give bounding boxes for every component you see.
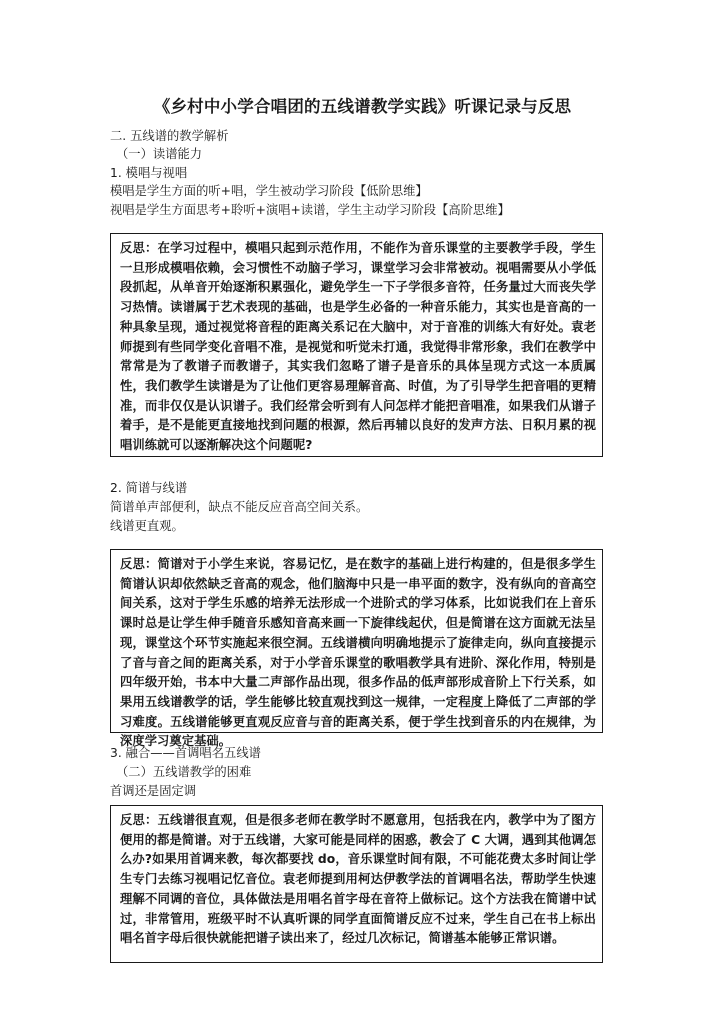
body-text-line: 模唱是学生方面的听+唱，学生被动学习阶段【低阶思维】 [110,184,428,198]
item-heading: 2. 简谱与线谱 [110,481,188,495]
subsection-heading: （二）五线谱教学的困难 [116,765,252,779]
body-text-line: 简谱单声部便利，缺点不能反应音高空间关系。 [110,500,369,514]
reflection-text: 反思：五线谱很直观，但是很多老师在教学时不愿意用，包括我在内，教学中为了图方便用的都是简谱。对于五线谱，大家可能是同样的困惑，教会了 C 大调，遇到其他调怎么办?如果用首调来教，每次都要找 do，音乐课堂时间有限，不可能花费太多时间让学生专门去练习视唱记忆音位。袁老师提到用柯达伊教学法的首调唱名法，帮助学生快速理解不同调的音位，具体做法是用唱名首字母在音符上做标记。这个方法我在简谱中试过，非常管用，班级平时不认真听课的同学直面简谱反应不过来，学生自己在书上标出唱名首字母后很快就能把谱子读出来了，经过几次标记，简谱基本能够正常识谱。 [120,813,596,946]
body-text-line: 线谱更直观。 [110,519,184,533]
reflection-box [110,805,603,963]
body-text-line: 首调还是固定调 [110,784,197,798]
subsection-heading: （一）读谱能力 [116,147,203,161]
reflection-text: 反思：简谱对于小学生来说，容易记忆，是在数字的基础上进行构建的，但是很多学生简谱认识却依然缺乏音高的观念，他们脑海中只是一串平面的数字，没有纵向的音高空间关系，这对于学生乐感的培养无法形成一个进阶式的学习体系，比如说我们在上音乐课时总是让学生伸手随音乐感知音高来画一下旋律线起伏，但是简谱在这方面就无法呈现，课堂这个环节实施起来很空洞。五线谱横向明确地提示了旋律走向，纵向直接提示了音与音之间的距离关系，对于小学音乐课堂的歌唱教学具有进阶、深化作用，特别是四年级开始，书本中大量二声部作品出现，很多作品的低声部形成音阶上下行关系，如果用五线谱教学的话，学生能够比较直观找到这一规律，一定程度上降低了二声部的学习难度。五线谱能够更直观反应音与音的距离关系，便于学生找到音乐的内在规律，为深度学习奠定基础。 [120,557,596,749]
reflection-text: 反思：在学习过程中，模唱只起到示范作用，不能作为音乐课堂的主要教学手段，学生一旦形成模唱依赖，会习惯性不动脑子学习，课堂学习会非常被动。视唱需要从小学低段抓起，从单音开始逐渐积累强化，避免学生一下子学很多音符，任务量过大而丧失学习热情。读谱属于艺术表现的基础，也是学生必备的一种音乐能力，其实也是音高的一种具象呈现，通过视觉将音程的距离关系记在大脑中，对于音准的训练大有好处。袁老师提到有些同学变化音唱不准，是视觉和听觉未打通，我觉得非常形象，我们在教学中常常是为了教谱子而教谱子，其实我们忽略了谱子是音乐的具体呈现方式这一本质属性，我们教学生读谱是为了让他们更容易理解音高、时值，为了引导学生把音唱的更精准，而非仅仅是认识谱子。我们经常会听到有人问怎样才能把音唱准，如果我们从谱子着手，是不是能更直接地找到问题的根源，然后再辅以良好的发声方法、日积月累的视唱训练就可以逐渐解决这个问题呢? [120,241,596,453]
item-heading: 3. 融合——首调唱名五线谱 [110,746,261,760]
body-text-line: 视唱是学生方面思考+聆听+演唱+读谱，学生主动学习阶段【高阶思维】 [110,203,510,217]
reflection-box [110,233,603,457]
document-title: 《乡村中小学合唱团的五线谱教学实践》听课记录与反思 [153,97,572,116]
reflection-box [110,549,603,749]
section-heading: 二. 五线谱的教学解析 [110,129,229,143]
item-heading: 1. 模唱与视唱 [110,166,188,180]
